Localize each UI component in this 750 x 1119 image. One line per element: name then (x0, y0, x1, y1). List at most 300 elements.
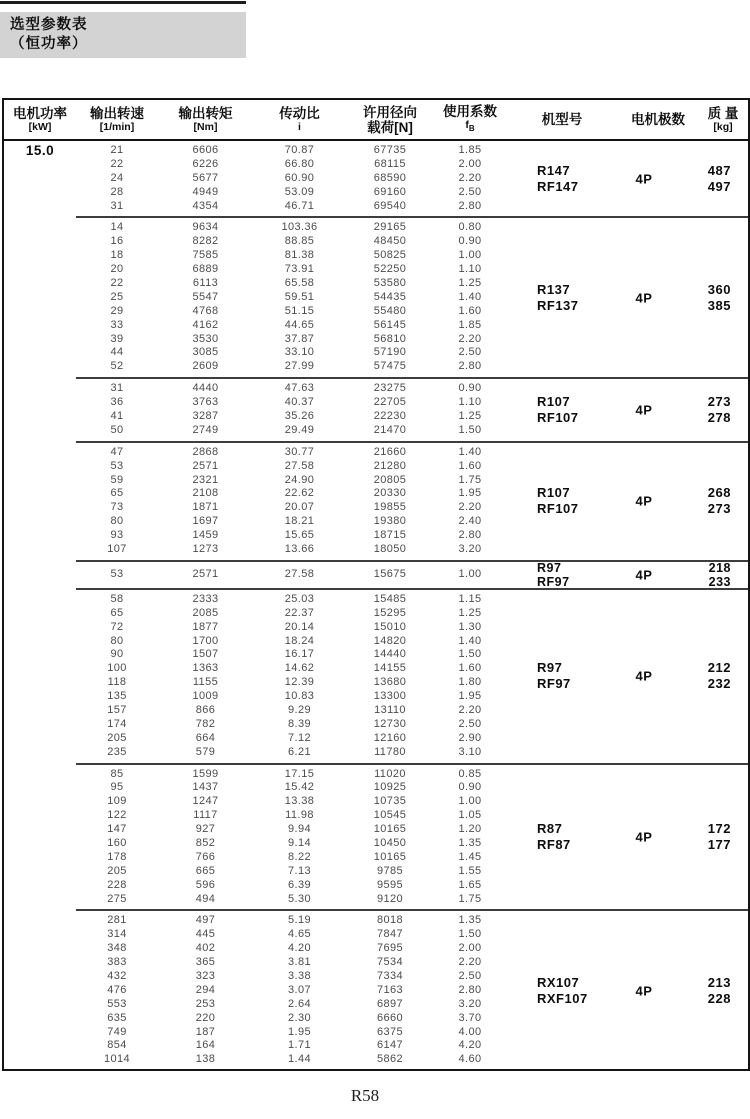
cell-motor-power (4, 277, 76, 291)
cell-radial-load: 10450 (373, 836, 407, 849)
cell-ratio: 7.13 (287, 864, 311, 877)
cell-ratio: 5.30 (287, 892, 311, 905)
cell-radial-load: 21280 (373, 459, 407, 472)
table-row (4, 460, 748, 474)
cell-radial-load: 20805 (373, 473, 407, 486)
table-row (4, 648, 748, 662)
model-name: RX107 (537, 974, 580, 990)
cell-output-torque: 4162 (192, 318, 219, 331)
cell-motor-power (4, 914, 76, 928)
table-row (4, 333, 748, 347)
table-row (4, 543, 748, 557)
table-row (4, 970, 748, 984)
table-row (4, 291, 748, 305)
cell-service-factor: 1.00 (458, 795, 482, 808)
cell-motor-power (4, 360, 76, 374)
cell-radial-load: 21660 (373, 445, 407, 458)
cell-ratio: 15.42 (284, 781, 315, 794)
table-row (4, 593, 748, 607)
cell-radial-load: 15295 (373, 606, 407, 619)
table-row (4, 277, 748, 291)
cell-output-speed: 107 (107, 543, 127, 556)
cell-service-factor: 1.55 (458, 864, 482, 877)
table-row (4, 1012, 748, 1026)
cell-output-speed: 58 (110, 592, 124, 605)
cell-motor-power (4, 319, 76, 333)
cell-output-torque: 294 (195, 983, 216, 996)
mass-value: 172 (707, 820, 731, 836)
cell-output-speed: 53 (110, 459, 124, 472)
motor-poles-value: 4P (635, 290, 653, 306)
cell-motor-power (4, 970, 76, 984)
cell-output-speed: 22 (110, 157, 124, 170)
table-row (4, 410, 748, 424)
model-name: RF97 (537, 676, 571, 692)
cell-radial-load: 15485 (373, 592, 407, 605)
cell-radial-load: 15010 (373, 620, 407, 633)
cell-output-torque: 8282 (192, 235, 219, 248)
table-row (4, 529, 748, 543)
cell-output-speed: 24 (110, 171, 124, 184)
cell-ratio: 27.58 (284, 567, 315, 580)
cell-ratio: 44.65 (284, 318, 315, 331)
cell-ratio: 2.64 (287, 997, 311, 1010)
cell-service-factor: 1.75 (458, 473, 482, 486)
cell-service-factor: 1.85 (458, 144, 482, 156)
cell-service-factor: 2.50 (458, 717, 482, 730)
section-title-line1: 选型参数表 (10, 17, 88, 33)
cell-output-speed: 160 (107, 836, 127, 849)
cell-motor-power (4, 676, 76, 690)
cell-radial-load: 12160 (373, 731, 407, 744)
cell-output-speed: 18 (110, 249, 124, 262)
cell-output-speed: 29 (110, 304, 124, 317)
cell-output-speed: 749 (107, 1025, 127, 1038)
header-radial-load: 许用径向 载荷[N] (363, 104, 417, 135)
cell-radial-load: 7163 (376, 983, 404, 996)
cell-motor-power (4, 1053, 76, 1067)
cell-output-torque: 402 (195, 942, 216, 955)
cell-output-speed: 432 (107, 969, 127, 982)
cell-service-factor: 2.80 (458, 529, 482, 542)
cell-motor-power (4, 186, 76, 200)
cell-output-speed: 31 (110, 382, 124, 395)
cell-motor-power (4, 474, 76, 488)
cell-output-speed: 205 (107, 731, 127, 744)
cell-radial-load: 69540 (373, 199, 407, 212)
cell-radial-load: 10165 (373, 823, 407, 836)
cell-ratio: 46.71 (284, 199, 315, 212)
model-name: RF107 (537, 501, 579, 517)
cell-radial-load: 19380 (373, 515, 407, 528)
cell-radial-load: 7334 (376, 969, 404, 982)
table-row (4, 820, 748, 837)
gear-unit-block (4, 218, 748, 377)
cell-radial-load: 6375 (376, 1025, 404, 1038)
cell-radial-load: 7695 (376, 942, 404, 955)
selection-parameter-table (2, 98, 750, 1071)
cell-ratio: 70.87 (284, 144, 315, 156)
cell-motor-power (4, 928, 76, 942)
cell-ratio: 35.26 (284, 410, 315, 423)
cell-ratio: 9.94 (287, 823, 311, 836)
cell-output-torque: 1507 (192, 648, 219, 661)
cell-radial-load: 20330 (373, 487, 407, 500)
model-name: RF107 (537, 410, 579, 426)
cell-service-factor: 1.60 (458, 459, 482, 472)
cell-motor-power (4, 396, 76, 410)
cell-radial-load: 29165 (373, 221, 407, 234)
table-row (4, 474, 748, 488)
cell-motor-power (4, 1026, 76, 1040)
cell-output-speed: 235 (107, 745, 127, 758)
cell-motor-power (4, 346, 76, 360)
cell-service-factor: 1.50 (458, 648, 482, 661)
cell-output-torque: 4354 (192, 199, 219, 212)
cell-radial-load: 13680 (373, 676, 407, 689)
cell-service-factor: 1.60 (458, 662, 482, 675)
cell-service-factor: 1.40 (458, 290, 482, 303)
cell-motor-power (4, 172, 76, 186)
table-row (4, 235, 748, 249)
section-title-box (0, 12, 246, 58)
cell-output-speed: 147 (107, 823, 127, 836)
cell-service-factor: 1.30 (458, 620, 482, 633)
cell-service-factor: 2.00 (458, 157, 482, 170)
cell-output-speed: 314 (107, 928, 127, 941)
cell-radial-load: 56810 (373, 332, 407, 345)
cell-motor-power (4, 998, 76, 1012)
cell-output-torque: 5547 (192, 290, 219, 303)
cell-ratio: 13.38 (284, 795, 315, 808)
cell-motor-power (4, 446, 76, 460)
mass-value: 213 (707, 974, 731, 990)
cell-service-factor: 1.95 (458, 487, 482, 500)
cell-radial-load: 57475 (373, 360, 407, 373)
cell-ratio: 20.07 (284, 501, 315, 514)
table-row (4, 662, 748, 676)
cell-output-speed: 39 (110, 332, 124, 345)
cell-radial-load: 50825 (373, 249, 407, 262)
cell-radial-load: 10545 (373, 809, 407, 822)
cell-radial-load: 11020 (374, 767, 406, 780)
table-row (4, 396, 748, 410)
cell-service-factor: 0.90 (458, 382, 482, 395)
cell-ratio: 9.29 (287, 703, 311, 716)
cell-output-torque: 1697 (192, 515, 219, 528)
mass-value: 278 (707, 410, 731, 426)
table-header-row (4, 100, 748, 141)
cell-motor-power (4, 382, 76, 396)
cell-service-factor: 4.20 (458, 1039, 482, 1052)
section-title-line2: （恒功率） (10, 36, 88, 52)
cell-service-factor: 0.90 (458, 781, 482, 794)
cell-ratio: 5.19 (287, 914, 311, 927)
cell-motor-power (4, 333, 76, 347)
cell-ratio: 4.65 (287, 928, 311, 941)
cell-output-speed: 65 (110, 487, 124, 500)
cell-motor-power (4, 460, 76, 474)
cell-motor-power (4, 424, 76, 438)
cell-motor-power (4, 410, 76, 424)
header-service-factor: 使用系数 $f_B$ (443, 103, 497, 134)
cell-service-factor: 2.20 (458, 332, 482, 345)
cell-ratio: 8.22 (287, 850, 311, 863)
table-row (4, 879, 748, 893)
mass-value: 273 (707, 394, 731, 410)
cell-ratio: 3.38 (287, 969, 311, 982)
cell-output-speed: 228 (107, 878, 127, 891)
cell-output-speed: 854 (107, 1039, 127, 1052)
cell-motor-power (4, 263, 76, 277)
cell-output-speed: 16 (110, 235, 124, 248)
cell-motor-power (4, 768, 76, 782)
cell-ratio: 6.21 (287, 745, 311, 758)
cell-output-speed: 31 (110, 199, 124, 212)
table-row (4, 837, 748, 851)
cell-ratio: 18.21 (284, 515, 315, 528)
cell-service-factor: 1.05 (458, 809, 482, 822)
cell-radial-load: 19855 (373, 501, 407, 514)
cell-service-factor: 1.25 (458, 277, 482, 290)
mass-value: 228 (707, 990, 731, 1006)
table-row (4, 487, 748, 501)
cell-motor-power (4, 851, 76, 865)
cell-output-torque: 1700 (192, 634, 219, 647)
table-row (4, 221, 748, 235)
cell-service-factor: 4.00 (458, 1025, 482, 1038)
table-row (4, 998, 748, 1012)
cell-output-torque: 164 (195, 1039, 216, 1052)
cell-output-torque: 187 (195, 1025, 216, 1038)
gear-unit-block (4, 911, 748, 1070)
model-name: RF137 (537, 297, 579, 313)
cell-output-torque: 3763 (192, 396, 219, 409)
table-row (4, 704, 748, 718)
cell-ratio: 1.95 (287, 1025, 311, 1038)
cell-output-torque: 1437 (192, 781, 219, 794)
table-row (4, 186, 748, 200)
cell-output-speed: 135 (107, 690, 127, 703)
cell-output-torque: 2333 (192, 592, 219, 605)
cell-output-torque: 4768 (192, 304, 219, 317)
table-row (4, 515, 748, 529)
cell-radial-load: 18715 (373, 529, 407, 542)
cell-output-torque: 766 (195, 850, 216, 863)
table-row (4, 446, 748, 460)
cell-service-factor: 2.00 (458, 942, 482, 955)
cell-radial-load: 12730 (373, 717, 407, 730)
model-name: R137 (537, 281, 571, 297)
cell-ratio: 22.37 (284, 606, 315, 619)
cell-service-factor: 1.10 (458, 396, 482, 409)
table-row (4, 424, 748, 438)
mass-value: 273 (707, 501, 731, 517)
cell-motor-power (4, 607, 76, 621)
motor-poles-value: 4P (635, 829, 653, 845)
table-row (4, 346, 748, 360)
cell-service-factor: 4.60 (458, 1053, 482, 1066)
cell-output-torque: 2749 (192, 423, 219, 436)
cell-output-speed: 205 (107, 864, 127, 877)
cell-radial-load: 55480 (373, 304, 407, 317)
cell-radial-load: 18050 (373, 543, 407, 556)
cell-output-speed: 14 (110, 221, 124, 234)
table-row (4, 263, 748, 277)
cell-service-factor: 2.20 (458, 956, 482, 969)
cell-ratio: 4.20 (287, 942, 311, 955)
cell-radial-load: 9120 (376, 892, 404, 905)
cell-ratio: 37.87 (284, 332, 315, 345)
cell-service-factor: 1.35 (458, 914, 482, 927)
cell-output-speed: 41 (110, 410, 124, 423)
cell-output-speed: 635 (107, 1011, 127, 1024)
cell-output-speed: 281 (107, 914, 127, 927)
header-ratio: 传动比 i (279, 106, 320, 133)
cell-motor-power (4, 621, 76, 635)
cell-output-torque: 494 (195, 892, 216, 905)
cell-radial-load: 10925 (373, 781, 407, 794)
table-row (4, 305, 748, 319)
cell-radial-load: 6147 (376, 1039, 404, 1052)
cell-output-torque: 1117 (193, 809, 218, 822)
cell-motor-power (4, 249, 76, 263)
cell-output-torque: 1599 (192, 767, 219, 780)
cell-ratio: 22.62 (284, 487, 315, 500)
cell-output-torque: 852 (195, 836, 216, 849)
cell-output-torque: 2571 (192, 459, 219, 472)
cell-motor-power (4, 1039, 76, 1053)
cell-output-speed: 122 (107, 809, 127, 822)
top-rule (0, 1, 246, 4)
motor-poles-value: 4P (635, 567, 653, 583)
cell-ratio: 60.90 (284, 171, 315, 184)
table-row (4, 865, 748, 879)
cell-output-torque: 2571 (192, 567, 219, 580)
cell-ratio: 103.36 (281, 221, 318, 234)
cell-ratio: 24.90 (284, 473, 315, 486)
cell-radial-load: 53580 (373, 277, 407, 290)
cell-motor-power (4, 781, 76, 795)
header-motor-poles: 电机极数 (631, 112, 685, 127)
cell-radial-load: 22705 (373, 396, 407, 409)
cell-output-speed: 22 (110, 277, 124, 290)
cell-service-factor: 1.85 (458, 318, 482, 331)
cell-output-speed: 44 (110, 346, 124, 359)
cell-motor-power (4, 305, 76, 319)
table-row (4, 621, 748, 635)
cell-motor-power (4, 543, 76, 557)
cell-service-factor: 2.20 (458, 703, 482, 716)
cell-output-speed: 28 (110, 185, 124, 198)
cell-output-speed: 80 (110, 515, 124, 528)
cell-service-factor: 2.50 (458, 185, 482, 198)
mass-value: 385 (707, 297, 731, 313)
model-name: R97 (537, 560, 562, 575)
cell-radial-load: 8018 (376, 914, 404, 927)
cell-radial-load: 13300 (373, 690, 407, 703)
cell-ratio: 12.39 (284, 676, 315, 689)
cell-radial-load: 54435 (373, 290, 407, 303)
cell-motor-power (4, 515, 76, 529)
cell-output-torque: 1871 (192, 501, 219, 514)
cell-radial-load: 23275 (373, 382, 407, 395)
cell-output-torque: 2085 (192, 606, 219, 619)
cell-output-speed: 33 (110, 318, 124, 331)
cell-output-torque: 1247 (192, 795, 219, 808)
table-row (4, 360, 748, 374)
cell-motor-power (4, 221, 76, 235)
cell-motor-power (4, 956, 76, 970)
cell-service-factor: 1.40 (458, 634, 482, 647)
cell-service-factor: 1.80 (458, 676, 482, 689)
cell-radial-load: 67735 (373, 144, 407, 156)
cell-output-speed: 65 (110, 606, 124, 619)
cell-ratio: 47.63 (284, 382, 315, 395)
cell-output-torque: 1363 (192, 662, 219, 675)
table-row (4, 690, 748, 704)
cell-ratio: 10.83 (284, 690, 315, 703)
cell-service-factor: 2.80 (458, 360, 482, 373)
cell-service-factor: 1.10 (458, 263, 482, 276)
cell-output-speed: 100 (107, 662, 127, 675)
cell-output-speed: 275 (107, 892, 127, 905)
table-row (4, 568, 748, 582)
cell-output-torque: 1459 (192, 529, 219, 542)
cell-output-speed: 85 (110, 767, 124, 780)
cell-output-torque: 4440 (192, 382, 219, 395)
cell-service-factor: 0.80 (458, 221, 482, 234)
cell-output-torque: 4949 (192, 185, 219, 198)
gear-unit-block (4, 562, 748, 588)
motor-poles-value: 4P (635, 983, 653, 999)
mass-value: 487 (707, 162, 731, 178)
table-row (4, 249, 748, 263)
cell-output-torque: 6113 (192, 277, 219, 290)
cell-ratio: 59.51 (284, 290, 315, 303)
cell-output-speed: 174 (107, 717, 127, 730)
cell-radial-load: 9595 (376, 878, 404, 891)
table-row (4, 942, 748, 956)
cell-ratio: 30.77 (284, 445, 315, 458)
cell-radial-load: 68115 (374, 157, 406, 170)
table-row (4, 984, 748, 998)
motor-poles-value: 4P (635, 171, 653, 187)
model-name: RF147 (537, 178, 579, 194)
cell-motor-power (4, 593, 76, 607)
cell-ratio: 53.09 (284, 185, 315, 198)
table-row (4, 607, 748, 621)
cell-radial-load: 57190 (373, 346, 407, 359)
cell-ratio: 27.99 (284, 360, 315, 373)
cell-output-torque: 138 (195, 1053, 216, 1066)
cell-output-speed: 50 (110, 423, 124, 436)
cell-radial-load: 56145 (373, 318, 407, 331)
motor-poles-value: 4P (635, 402, 653, 418)
cell-motor-power (4, 648, 76, 662)
mass-value: 232 (707, 676, 731, 692)
cell-output-torque: 1877 (192, 620, 219, 633)
cell-output-speed: 52 (110, 360, 124, 373)
cell-service-factor: 1.95 (458, 690, 482, 703)
cell-motor-power (4, 823, 76, 837)
motor-poles-value: 4P (635, 493, 653, 509)
cell-ratio: 66.80 (284, 157, 315, 170)
cell-output-speed: 36 (110, 396, 124, 409)
cell-output-torque: 323 (195, 969, 216, 982)
page-number: R58 (350, 1086, 380, 1105)
cell-output-torque: 1155 (192, 676, 219, 689)
